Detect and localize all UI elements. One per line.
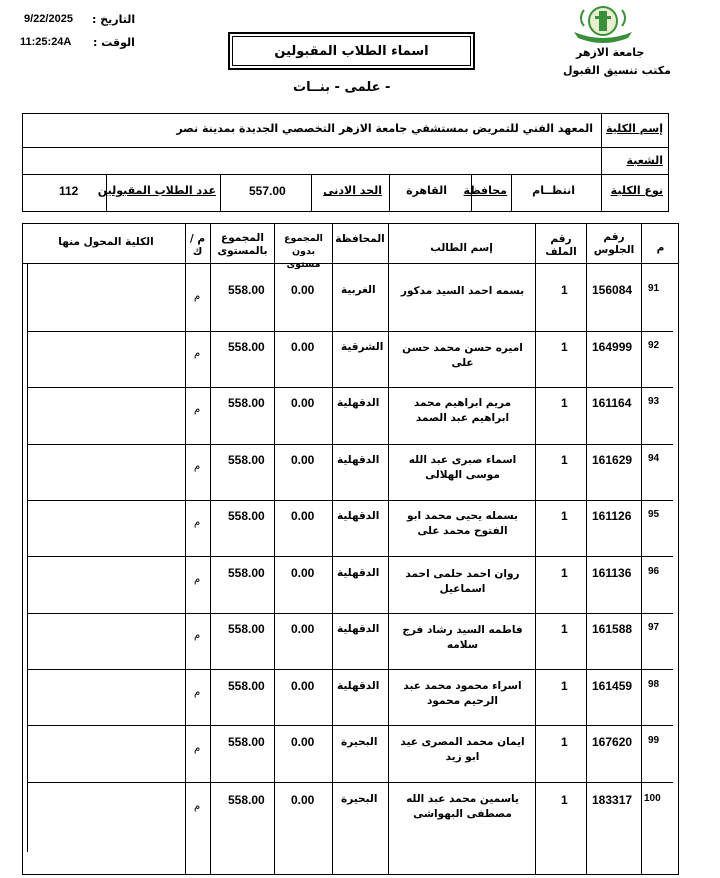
row-mk: م [194,574,201,585]
row-name: اسماء صبرى عبد الله موسى الهلالى [408,454,517,481]
division-label: الشعبة [626,154,663,167]
row-total-no-level: 0.00 [291,509,315,523]
row-seat: 156084 [592,283,633,297]
row-governorate: الدقهلية [337,680,380,692]
row-seat: 161126 [592,509,632,523]
row-total-level: 558.00 [228,735,265,749]
row-total-no-level: 0.00 [291,453,315,467]
college-info-box [22,113,669,212]
row-file: 1 [561,793,568,807]
row-total-no-level: 0.00 [291,283,315,297]
row-name: اميره حسن محمد حسن على [402,342,523,369]
university-logo [570,4,636,44]
row-file: 1 [561,453,568,467]
row-name: بسمه احمد السيد مدكور [400,285,525,297]
college-value: المعهد الفني للتمريض بمستشفي جامعة الازهر التخصصي الجديدة بمدينة نصر [176,122,593,135]
col-header-total-no-level: المجموع بدون مستوى [284,233,323,270]
row-mk: م [194,348,201,359]
row-total-no-level: 0.00 [291,679,315,693]
row-governorate: البحيرة [341,736,378,748]
type-value: انتظــام [532,184,575,197]
college-label: إسم الكلية [606,122,663,135]
row-index: 95 [648,509,660,520]
row-index: 92 [648,340,660,351]
time-value: 11:25:24A [20,36,72,48]
row-index: 97 [648,622,660,633]
row-seat: 183317 [592,793,633,807]
row-seat: 161629 [592,453,633,467]
row-name: اسراء محمود محمد عبد الرحيم محمود [403,680,522,707]
row-file: 1 [561,622,568,636]
row-seat: 164999 [592,340,633,354]
row-total-level: 558.00 [228,566,265,580]
row-total-level: 558.00 [228,622,265,636]
org-name: جامعة الازهر [576,46,645,59]
row-index: 91 [648,283,660,294]
row-total-no-level: 0.00 [291,735,315,749]
row-seat: 161136 [592,566,632,580]
row-total-level: 558.00 [228,283,265,297]
page-subtitle: - علمى - بنــات [293,80,391,95]
row-file: 1 [561,679,568,693]
row-index: 96 [648,566,660,577]
type-label: نوع الكلية [610,184,663,197]
row-governorate: الدقهلية [337,510,380,522]
col-header-mk: م / ك [189,233,206,258]
row-mk: م [194,630,201,641]
col-header-total-level: المجموع بالمستوى [217,232,268,257]
governorate-label: محافظة [463,184,507,197]
row-file: 1 [561,566,568,580]
row-mk: م [194,291,201,302]
col-header-seat: رقم الجلوس [593,231,635,256]
row-file: 1 [561,340,568,354]
row-mk: م [194,801,201,812]
page-title: اسماء الطلاب المقبولين [232,36,471,66]
row-governorate: الشرقية [341,341,384,353]
row-file: 1 [561,735,568,749]
row-name: فاطمه السيد رشاد فرج سلامه [402,624,523,651]
row-name: ياسمين محمد عبد الله مصطفى البهواشى [406,793,519,820]
title-box [228,32,475,70]
min-score-label: الحد الادنى [323,184,382,197]
row-index: 93 [648,396,660,407]
row-governorate: الغربية [341,284,376,296]
students-table [22,223,679,875]
row-governorate: الدقهلية [337,623,380,635]
row-seat: 161459 [592,679,633,693]
row-file: 1 [561,396,568,410]
time-label: الوقت : [93,36,135,49]
row-total-level: 558.00 [228,793,265,807]
col-header-name: إسم الطالب [430,242,493,254]
row-total-no-level: 0.00 [291,566,315,580]
row-total-no-level: 0.00 [291,793,315,807]
governorate-value: القاهرة [406,184,447,197]
row-mk: م [194,461,201,472]
row-file: 1 [561,509,568,523]
row-mk: م [194,517,201,528]
row-seat: 161588 [592,622,633,636]
row-total-level: 558.00 [228,509,265,523]
row-total-no-level: 0.00 [291,340,315,354]
row-index: 98 [648,679,660,690]
row-index: 100 [644,793,661,804]
row-file: 1 [561,283,568,297]
row-total-level: 558.00 [228,679,265,693]
row-mk: م [194,404,201,415]
row-total-no-level: 0.00 [291,396,315,410]
row-total-no-level: 0.00 [291,622,315,636]
office-name: مكتب تنسيق القبول [563,64,671,77]
row-seat: 167620 [592,735,633,749]
date-label: التاريخ : [92,13,136,26]
col-header-index: م [656,242,665,254]
row-name: بسمله يحيى محمد ابو الفتوح محمد على [406,510,518,537]
row-name: ايمان محمد المصرى عيد ابو زيد [400,736,525,763]
row-mk: م [194,743,201,754]
date-value: 9/22/2025 [24,13,73,25]
row-total-level: 558.00 [228,396,265,410]
col-header-file: رقم الملف [545,233,577,258]
row-governorate: الدقهلية [337,397,380,409]
accepted-count-value: 112 [59,184,79,198]
row-mk: م [194,687,201,698]
row-index: 99 [648,735,660,746]
min-score-value: 557.00 [249,184,286,198]
row-governorate: البحيرة [341,793,378,805]
col-header-transferred-from: الكلية المحول منها [58,236,154,248]
row-seat: 161164 [592,396,632,410]
row-governorate: الدقهلية [337,567,380,579]
row-name: مريم ابراهيم محمد ابراهيم عبد الصمد [413,397,512,424]
accepted-count-label: عدد الطلاب المقبولين [97,184,216,197]
row-name: روان احمد حلمى احمد اسماعيل [405,568,520,595]
row-total-level: 558.00 [228,453,265,467]
col-header-governorate: المحافظة [335,233,385,245]
row-governorate: الدقهلية [337,454,380,466]
row-total-level: 558.00 [228,340,265,354]
row-index: 94 [648,453,660,464]
